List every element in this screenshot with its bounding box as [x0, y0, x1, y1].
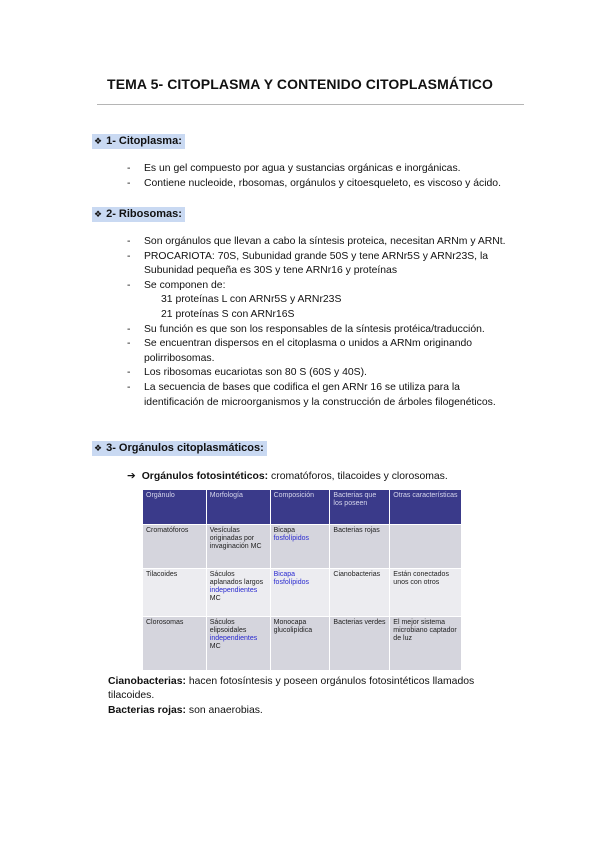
- note-bacterias-rojas: [108, 704, 508, 718]
- table-cell: Están conectados unos con otros: [390, 569, 462, 617]
- table-cell: El mejor sistema microbiano captador de luz: [390, 617, 462, 671]
- page-title: TEMA 5- CITOPLASMA Y CONTENIDO CITOPLASMÁTICO: [107, 76, 493, 92]
- arrow-text: cromatóforos, tilacoides y clorosomas.: [268, 471, 448, 482]
- list-item: - Su función es que son los responsables de la síntesis protéica/traducción.: [127, 323, 507, 338]
- arrow-label: Orgánulos fotosintéticos:: [141, 471, 269, 482]
- citoplasma-list: [127, 162, 507, 191]
- table-cell: Bacterias rojas: [330, 525, 390, 569]
- table-cell: [390, 525, 462, 569]
- table-cell: Monocapa glucolipídica: [270, 617, 330, 671]
- table-header-cell: Morfología: [206, 490, 270, 525]
- list-item: [127, 279, 507, 323]
- title-divider: [97, 104, 524, 105]
- table-header-cell: Orgánulo: [143, 490, 207, 525]
- note-text: son anaerobias.: [185, 705, 263, 716]
- note-text: hacen fotosíntesis y poseen orgánulos fotosintéticos llamados tilacoides.: [108, 676, 475, 701]
- composition-line: 31 proteínas L con ARNr5S y ARNr23S: [161, 294, 342, 306]
- list-item: - PROCARIOTA: 70S, Subunidad grande 50S y tene ARNr5S y ARNr23S, la Subunidad pequeña es 30S y tene ARNr16 y proteínas: [127, 250, 507, 279]
- diamond-bullet-icon: ❖: [94, 209, 103, 219]
- arrow-right-icon: ➔: [127, 471, 136, 482]
- list-item: - Los ribosomas eucariotas son 80 S (60S y 40S).: [127, 366, 507, 381]
- list-item-text: Se componen de:: [144, 279, 226, 291]
- table-row: [143, 569, 462, 617]
- table-cell: Bicapa fosfolípidos: [270, 569, 330, 617]
- ribosomas-list: [127, 235, 507, 410]
- section-heading-ribosomas: ❖ 2- Ribosomas:: [92, 207, 185, 222]
- note-cianobacterias: [108, 675, 508, 703]
- table-cell: Sáculos aplanados largos independientes MC: [206, 569, 270, 617]
- table-header-cell: Otras características: [390, 490, 462, 525]
- table-cell: Vesículas originadas por invaginación MC: [206, 525, 270, 569]
- section-heading-organulos: ❖ 3- Orgánulos citoplasmáticos:: [92, 441, 267, 456]
- table-cell: Clorosomas: [143, 617, 207, 671]
- list-item: - La secuencia de bases que codifica el gen ARNr 16 se utiliza para la identificación de microorganismos y la construcción de árboles filogenéticos.: [127, 381, 507, 410]
- diamond-bullet-icon: ❖: [94, 443, 103, 453]
- table-header-cell: Bacterias que los poseen: [330, 490, 390, 525]
- table-header-cell: Composición: [270, 490, 330, 525]
- section-heading-citoplasma: ❖ 1- Citoplasma:: [92, 134, 185, 149]
- list-item: - Es un gel compuesto por agua y sustancias orgánicas e inorgánicas.: [127, 162, 507, 177]
- table-cell: Bacterias verdes: [330, 617, 390, 671]
- list-item: - Contiene nucleoide, rbosomas, orgánulos y citoesqueleto, es viscoso y ácido.: [127, 177, 507, 192]
- table-row: [143, 525, 462, 569]
- organulos-fotosinteticos-line: [127, 470, 448, 484]
- table-row: [143, 617, 462, 671]
- note-label: Bacterias rojas:: [108, 705, 186, 716]
- table-cell: Bicapa fosfolípidos: [270, 525, 330, 569]
- organulos-table: [142, 489, 462, 671]
- table-cell: Tilacoides: [143, 569, 207, 617]
- note-label: Cianobacterias:: [108, 676, 186, 687]
- list-item: - Son orgánulos que llevan a cabo la síntesis proteica, necesitan ARNm y ARNt.: [127, 235, 507, 250]
- diamond-bullet-icon: ❖: [94, 136, 103, 146]
- table-cell: Cromatóforos: [143, 525, 207, 569]
- composition-line: 21 proteínas S con ARNr16S: [161, 308, 295, 320]
- table-header-row: [143, 490, 462, 525]
- table-cell: Sáculos elipsoidales independientes MC: [206, 617, 270, 671]
- table-cell: Cianobacterias: [330, 569, 390, 617]
- list-item: - Se encuentran dispersos en el citoplasma o unidos a ARNm originando polirribosomas.: [127, 337, 507, 366]
